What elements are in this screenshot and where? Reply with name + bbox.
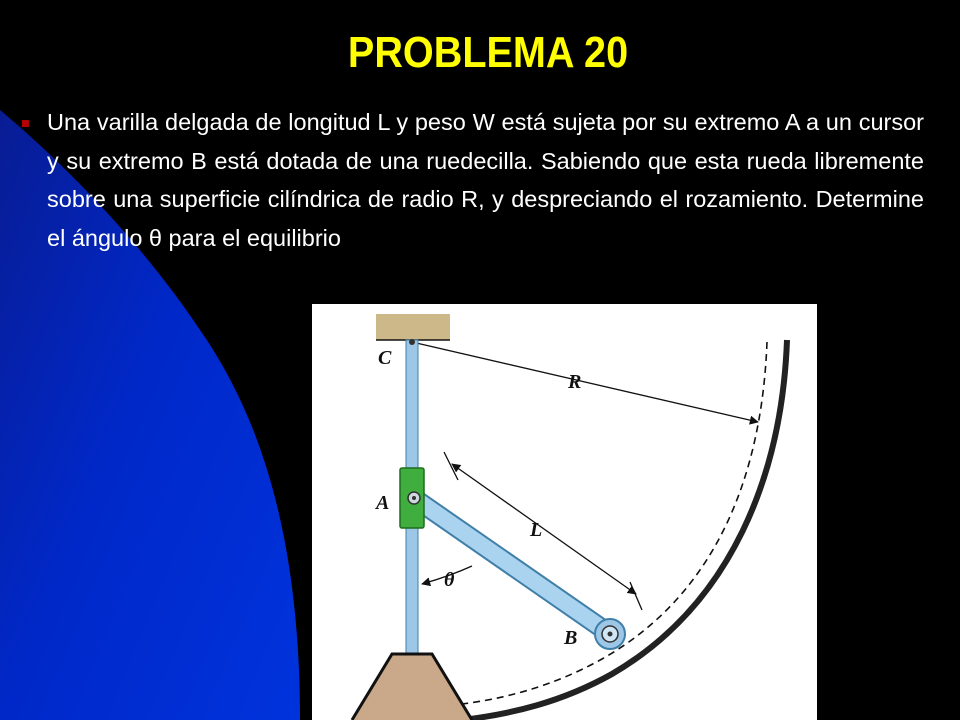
label-b: B: [564, 627, 578, 649]
label-c: C: [378, 347, 392, 369]
label-theta: θ: [444, 569, 455, 591]
radius-line: [412, 342, 758, 422]
problem-figure: [312, 304, 817, 720]
radius-dashed-arc: [462, 342, 767, 704]
ground-base: [352, 654, 472, 720]
ceiling-support: [376, 314, 450, 340]
slide-title: PROBLEMA 20: [347, 28, 629, 77]
bullet-marker: [22, 120, 29, 127]
label-a: A: [376, 492, 390, 514]
cylindrical-surface: [462, 340, 787, 720]
label-r: R: [568, 371, 582, 393]
label-l: L: [530, 519, 543, 541]
problem-statement: Una varilla delgada de longitud L y peso W está sujeta por su extremo A a un cursor y su extremo B está dotada de una ruedecilla. Sabiendo que esta rueda libremente sobre una superficie cilíndrica de radio R, y despreciando el rozamiento. Determine el ángulo θ para el equilibrio: [47, 109, 924, 251]
length-dimension: [452, 464, 636, 594]
